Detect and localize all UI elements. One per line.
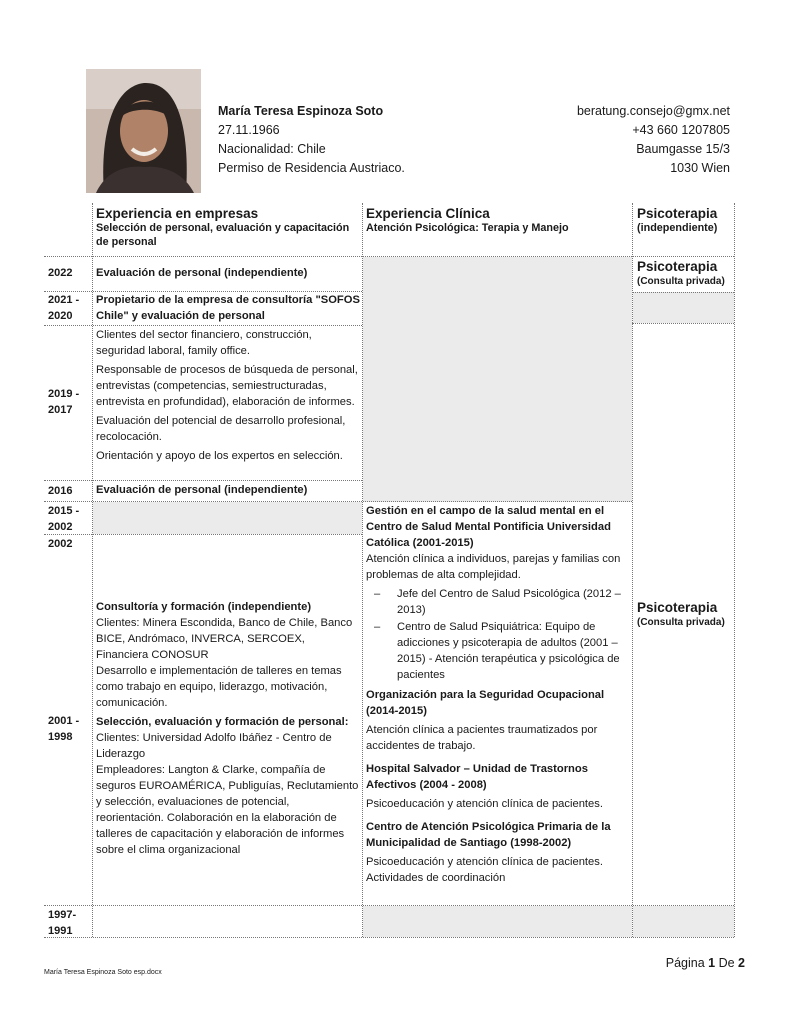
business-row-2016: Evaluación de personal (independiente) [96, 484, 308, 496]
clinical-column-header [366, 206, 630, 235]
list-item: – Jefe del Centro de Salud Psicológica (2012 – 2013) [366, 586, 630, 618]
psycho-empty-cell-bottom [633, 906, 734, 937]
business-subtitle: Selección de personal, evaluación y capacitación de personal [96, 222, 350, 248]
psycho-column-header [637, 206, 733, 235]
psycho-subtitle: (independiente) [637, 222, 718, 234]
list-item: Evaluación del potencial de desarrollo profesional, recolocación. [96, 415, 346, 443]
birth-date: 27.11.1966 [218, 123, 280, 137]
business-title: Experiencia en empresas [96, 206, 259, 221]
business-row-2021: Propietario de la empresa de consultoría "SOFOS Chile" y evaluación de personal [96, 294, 360, 322]
clinical-entry-title: Gestión en el campo de la salud mental en el Centro de Salud Mental Pontificia Universidad Católica (2001-2015) [366, 505, 611, 549]
profile-photo [86, 69, 201, 193]
clinical-entry-title: Centro de Atención Psicológica Primaria de la Municipalidad de Santiago (1998-2002) [366, 821, 611, 849]
email: beratung.consejo@gmx.net [576, 104, 730, 118]
year-label: 2021 - 2020 [48, 294, 80, 322]
year-label: 2002 [48, 538, 73, 550]
psycho-title: Psicoterapia [637, 206, 718, 221]
year-label: 2001 - 1998 [48, 715, 80, 743]
year-label: 1997- 1991 [48, 909, 77, 937]
clinical-entry-title: Organización para la Seguridad Ocupacional (2014-2015) [366, 689, 605, 717]
business-column-header [96, 206, 360, 249]
year-label: 2016 [48, 485, 73, 497]
list-item: Clientes del sector financiero, construcción, seguridad laboral, family office. [96, 329, 312, 357]
personal-info [218, 102, 405, 178]
business-row-2001: Consultoría y formación (independiente) Clientes: Minera Escondida, Banco de Chile, Banco BICE, Andrómaco, INVERCA, SERCOEX, Financiera CONOSUR Desarrollo e implementación de talleres en temas como trabajo en equipo, liderazgo, motivación, comunicación. Selección, evaluación y formación de personal: Clientes: Universidad Adolfo Ibáñez - Centro de Liderazgo Empleadores: Langton & Clarke, compañía de seguros EUROAMÉRICA, Publiguías, Reclutamiento y selección, evaluaciones de potencial, reorientación. Colaboración en la elaboración de talleres de capacitación y elaboración de informes sobre el clima organizacional [96, 601, 359, 856]
year-label: 2022 [48, 267, 73, 279]
city-address: 1030 Wien [670, 161, 730, 175]
clinical-title: Experiencia Clínica [366, 206, 490, 221]
contact-info [577, 102, 730, 178]
year-label: 2019 - 2017 [48, 388, 80, 416]
clinical-empty-cell [363, 257, 632, 502]
business-row-2019 [96, 327, 360, 467]
business-empty-cell [93, 502, 362, 534]
year-label: 2015 - 2002 [48, 505, 80, 533]
clinical-subtitle: Atención Psicológica: Terapia y Manejo [366, 222, 569, 234]
business-row-2022: Evaluación de personal (independiente) [96, 267, 308, 279]
street-address: Baumgasse 15/3 [636, 142, 730, 156]
phone: +43 660 1207805 [632, 123, 730, 137]
psycho-row-mid: Psicoterapia (Consulta privada) [637, 600, 725, 628]
clinical-experience: Gestión en el campo de la salud mental en el Centro de Salud Mental Pontificia Universidad Católica (2001-2015) Atención clínica a individuos, parejas y familias con problemas de alta complejidad. – Jefe del Centro de Salud Psicológica (2012 – 2013) – Centro de Salud Psiquiátrica: Equipo de adicciones y psicoterapia de adultos (2001 – 2015) - Atención terapéutica y psicológica de pacientes Organización para la Seguridad Ocupacional (2014-2015) Atención clínica a pacientes traumatizados por accidentes de trabajo. Hospital Salvador – Unidad de Trastornos Afectivos (2004 - 2008) Psicoeducación y atención clínica de pacientes. Centro de Atención Psicológica Primaria de la Municipalidad de Santiago (1998-2002) Psicoeducación y atención clínica de pacientes. Actividades de coordinación [366, 503, 630, 889]
psycho-row-top: Psicoterapia (Consulta privada) [637, 259, 725, 287]
residence-permit: Permiso de Residencia Austriaco. [218, 161, 405, 175]
person-name: María Teresa Espinoza Soto [218, 104, 384, 118]
list-item: Orientación y apoyo de los expertos en selección. [96, 450, 343, 462]
clinical-empty-cell-bottom [363, 906, 632, 937]
list-item: Responsable de procesos de búsqueda de personal, entrevistas (competencias, semiestructuradas, entrevista en profundidad), elaboración de informes. [96, 364, 358, 408]
footer-filename: María Teresa Espinoza Soto esp.docx [44, 969, 162, 976]
psycho-empty-cell [633, 292, 734, 323]
list-item: – Centro de Salud Psiquiátrica: Equipo de adicciones y psicoterapia de adultos (2001 – 2015) - Atención terapéutica y psicológica de pacientes [366, 619, 630, 683]
clinical-bullet-list [366, 586, 630, 683]
nationality: Nacionalidad: Chile [218, 142, 326, 156]
clinical-entry-title: Hospital Salvador – Unidad de Trastornos Afectivos (2004 - 2008) [366, 763, 588, 791]
page-number: Página 1 De 2 [665, 956, 745, 970]
